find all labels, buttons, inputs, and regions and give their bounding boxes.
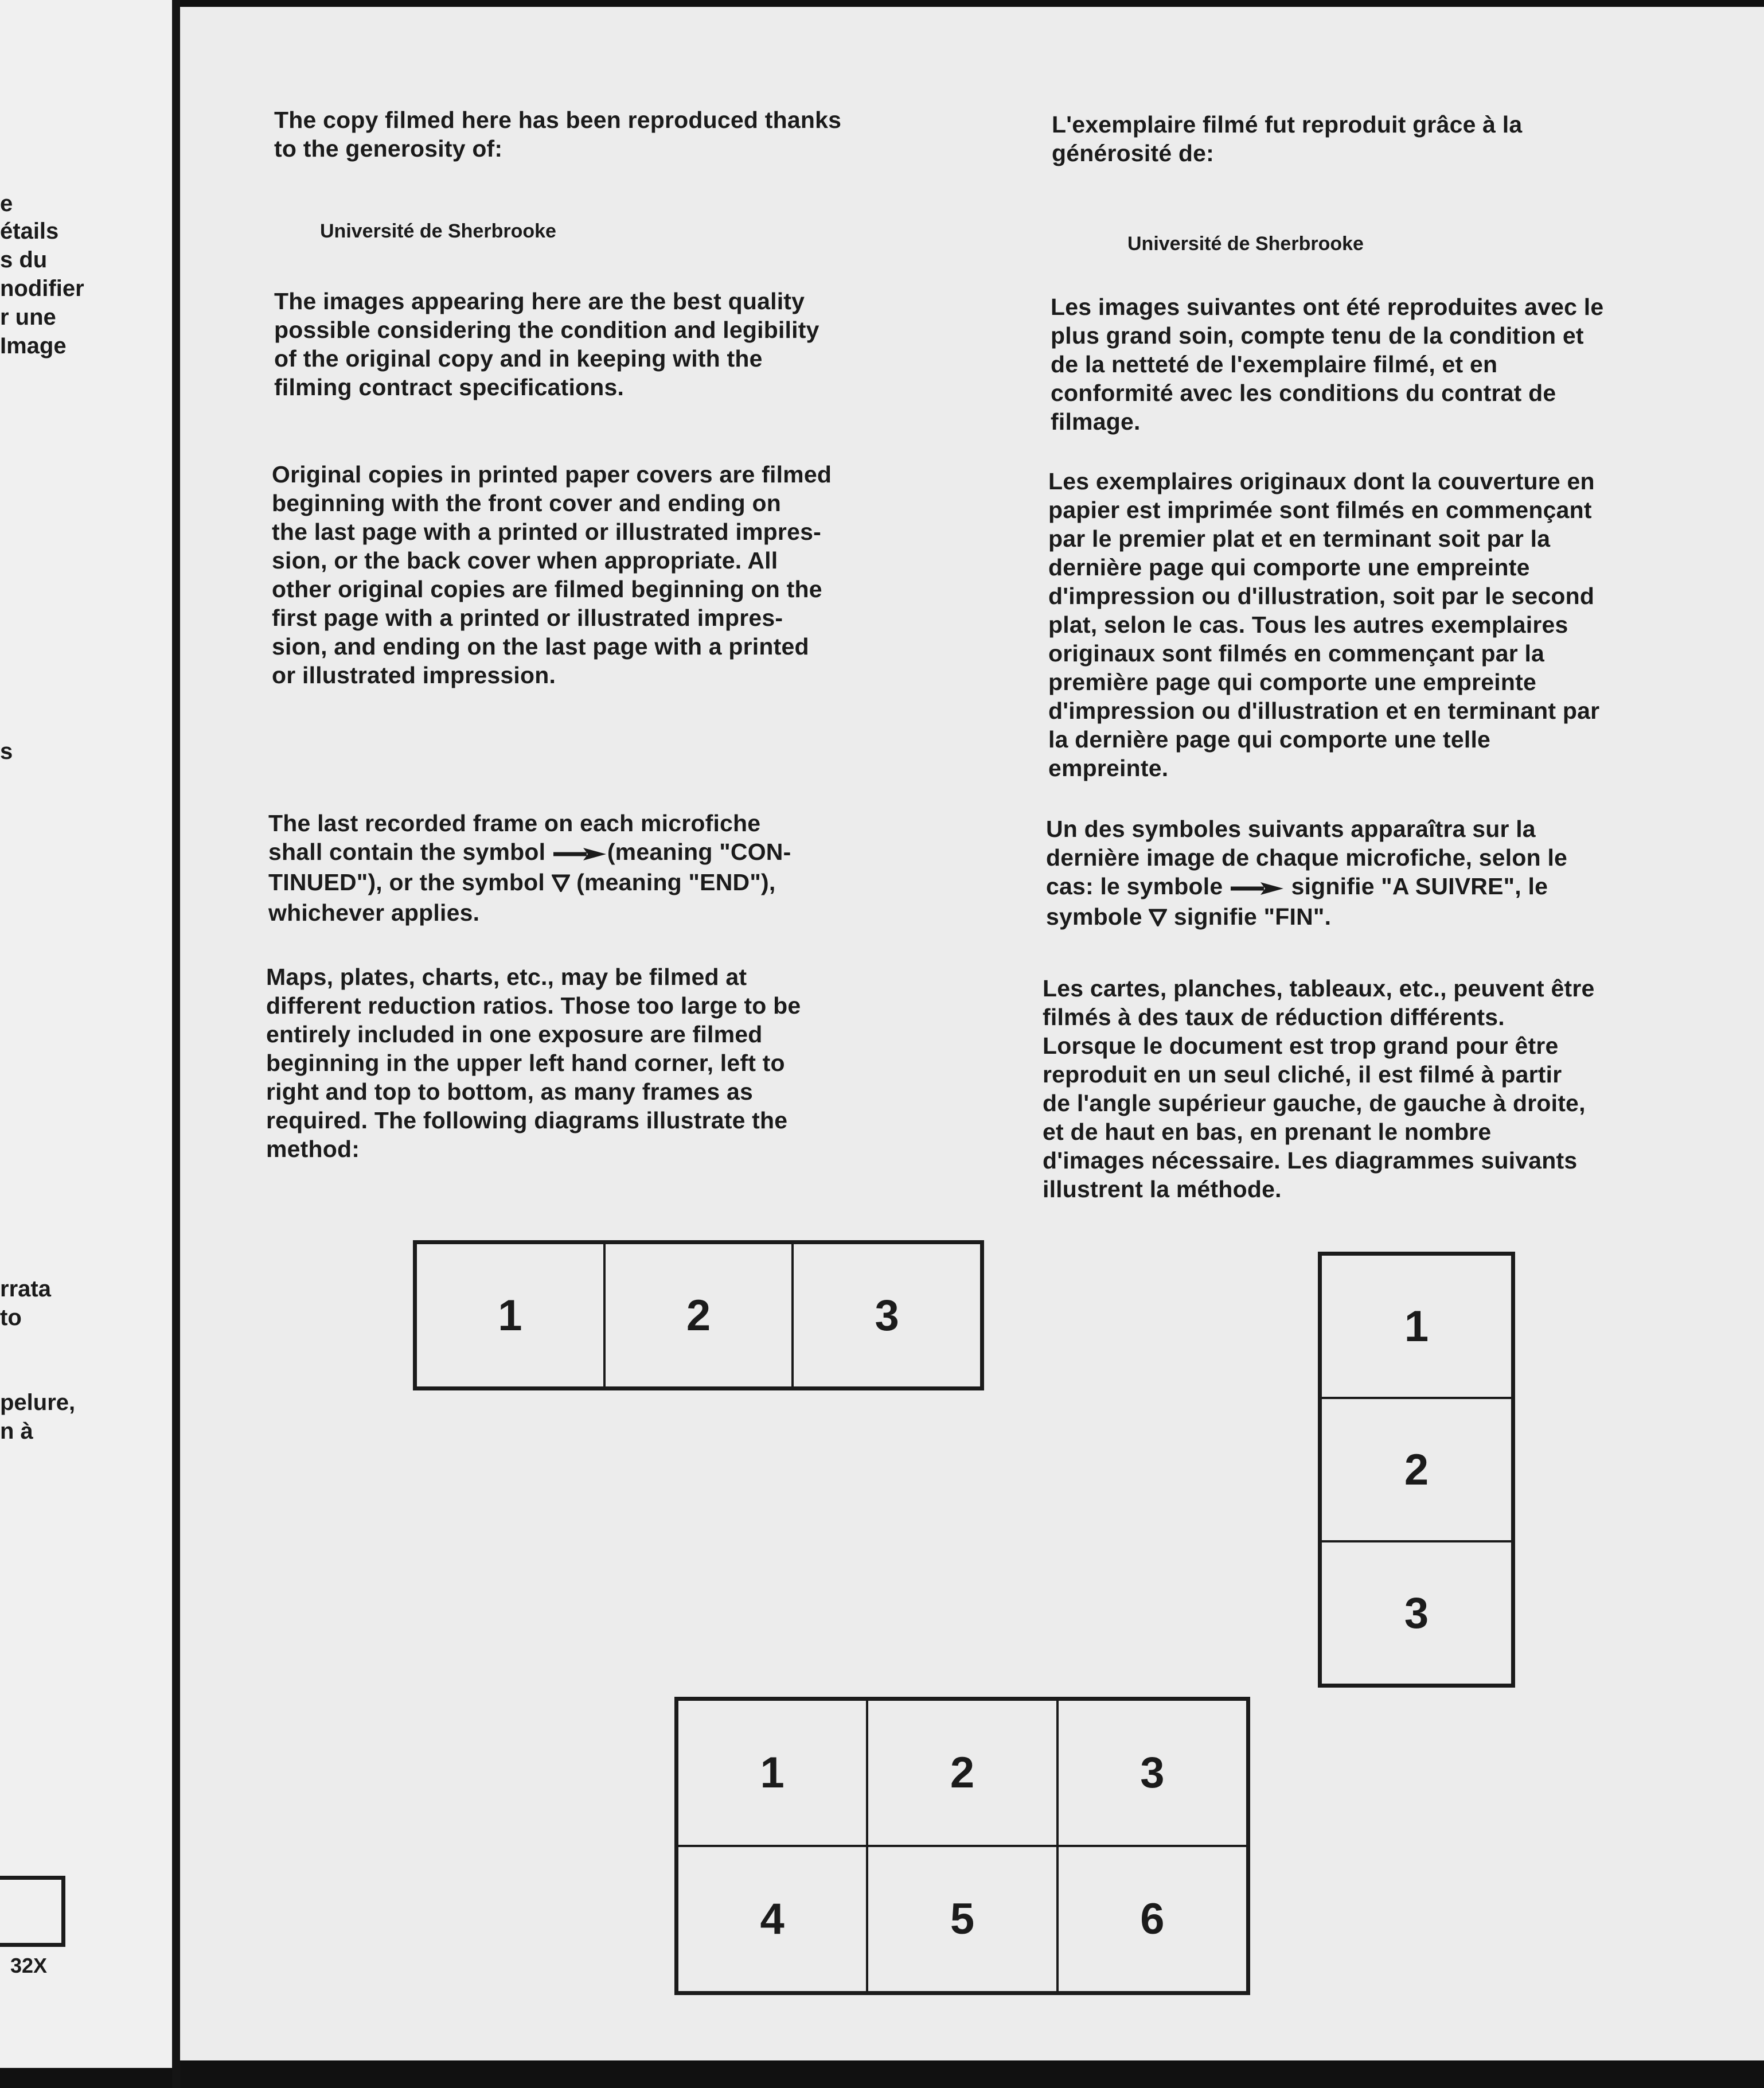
frame-cell: 1 <box>416 1243 604 1388</box>
previous-page-fragment: r une <box>0 305 56 330</box>
french-covers-notice: Les exemplaires originaux dont la couverture en papier est imprimée sont filmés en commençant par le premier plat et en terminant soit par la dernière page qui comporte une empreinte d'impression ou d'illustration, soit par le second plat, selon le cas. Tous les autres exemplaires originaux sont filmés en commençant par la première page qui comporte une empreinte d'impression ou d'illustration et en terminant par la dernière page qui comporte une telle empreinte. <box>1048 468 1600 781</box>
english-symbols-line-2b: (meaning "CON- <box>607 839 791 865</box>
french-symbols-line-4b: signifie "FIN". <box>1167 903 1332 930</box>
frame-cell: 6 <box>1057 1846 1247 1992</box>
down-triangle-icon <box>1149 904 1167 933</box>
target-sheet <box>180 7 1764 2060</box>
previous-page-fragment: s du <box>0 247 48 272</box>
previous-page-fragment: s <box>0 739 13 764</box>
french-symbols-line-3b: signifie "A SUIVRE", le <box>1284 873 1548 899</box>
grid-frames-diagram <box>674 1697 1250 1995</box>
french-institution: Université de Sherbrooke <box>1127 233 1364 255</box>
previous-page-fragment: pelure, <box>0 1390 76 1415</box>
right-arrow-icon <box>552 839 607 868</box>
french-thanks: L'exemplaire filmé fut reproduit grâce à la générosité de: <box>1052 111 1523 166</box>
french-symbols-line-4a: symbole <box>1046 903 1149 930</box>
french-symbols-line-3a: cas: le symbole <box>1046 873 1230 899</box>
vertical-frames-diagram <box>1318 1252 1515 1688</box>
english-symbols-line-2 <box>268 837 791 868</box>
english-covers-notice: Original copies in printed paper covers are filmed beginning with the front cover and ending on the last page with a printed or illustrated impres- sion, or the back cover when appropriate. All other original copies are filmed beginning on the first page with a printed or illustrated impres- sion, and ending on the last page with a printed or illustrated impression. <box>272 461 832 688</box>
french-symbols-line-2: dernière image de chaque microfiche, selon le <box>1046 844 1568 871</box>
previous-page-fragment: Image <box>0 333 67 359</box>
frame-cell: 1 <box>677 1700 867 1846</box>
down-triangle-icon <box>552 870 570 898</box>
frame-cell: 2 <box>1321 1398 1512 1541</box>
french-symbols-line-3 <box>1046 872 1567 902</box>
frame-cell: 3 <box>793 1243 981 1388</box>
frame-cell: 4 <box>677 1846 867 1992</box>
previous-page-fragment: nodifier <box>0 276 84 301</box>
previous-page-fragment: étails <box>0 219 59 244</box>
english-symbols-line-1: The last recorded frame on each microfiche <box>268 810 761 836</box>
previous-page-strip <box>0 0 172 2068</box>
french-symbols-line-1: Un des symboles suivants apparaîtra sur la <box>1046 816 1536 842</box>
reduction-ratio-box <box>0 1876 65 1947</box>
french-symbols-line-4 <box>1046 902 1567 933</box>
frame-cell: 1 <box>1321 1255 1512 1398</box>
frame-cell: 5 <box>867 1846 1057 1992</box>
frame-cell: 2 <box>867 1700 1057 1846</box>
previous-page-fragment: e <box>0 191 13 216</box>
english-maps-notice: Maps, plates, charts, etc., may be filmed at different reduction ratios. Those too large to be entirely included in one exposure are filmed beginning in the upper left hand corner, left to right and top to bottom, as many frames as required. The following diagrams illustrate the method: <box>266 964 801 1162</box>
french-quality-notice: Les images suivantes ont été reproduites avec le plus grand soin, compte tenu de la condition et de la netteté de l'exemplaire filmé, et en conformité avec les conditions du contrat de filmage. <box>1051 294 1604 435</box>
english-quality-notice: The images appearing here are the best quality possible considering the condition and legibility of the original copy and in keeping with the filming contract specifications. <box>274 288 819 400</box>
french-symbols-notice <box>1046 815 1567 933</box>
frame-cell: 2 <box>604 1243 793 1388</box>
reduction-ratio-label: 32X <box>10 1954 48 1977</box>
english-symbols-line-4: whichever applies. <box>268 899 480 926</box>
english-symbols-notice <box>268 809 791 927</box>
right-arrow-icon <box>1230 874 1285 902</box>
english-symbols-line-3a: TINUED"), or the symbol <box>268 869 552 896</box>
page-gutter <box>172 0 180 2088</box>
horizontal-frames-diagram <box>413 1240 984 1390</box>
previous-page-fragment: n à <box>0 1419 33 1444</box>
frame-cell: 3 <box>1321 1541 1512 1685</box>
previous-page-fragment: rrata <box>0 1276 51 1302</box>
previous-page-fragment: to <box>0 1305 22 1330</box>
english-institution: Université de Sherbrooke <box>320 220 556 242</box>
english-symbols-line-3b: (meaning "END"), <box>569 869 776 896</box>
english-thanks: The copy filmed here has been reproduced thanks to the generosity of: <box>274 107 842 162</box>
english-symbols-line-2a: shall contain the symbol <box>268 839 552 865</box>
french-maps-notice: Les cartes, planches, tableaux, etc., peuvent être filmés à des taux de réduction différents. Lorsque le document est trop grand pour être reproduit en un seul cliché, il est filmé à partir de l'angle supérieur gauche, de gauche à droite, et de haut en bas, en prenant le nombre d'images nécessaire. Les diagrammes suivants illustrent la méthode. <box>1043 975 1595 1202</box>
frame-cell: 3 <box>1057 1700 1247 1846</box>
english-symbols-line-3 <box>268 868 791 898</box>
